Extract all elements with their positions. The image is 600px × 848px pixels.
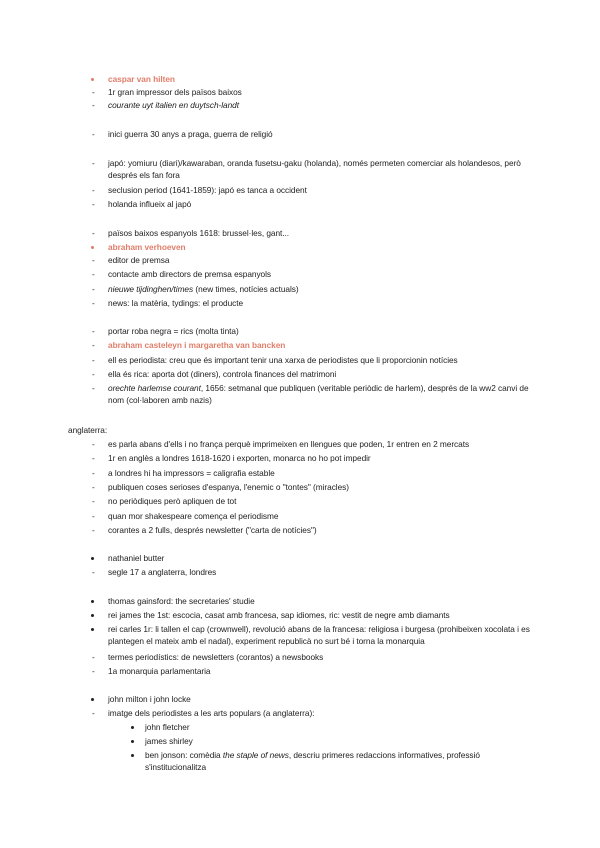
bullet-icon — [91, 614, 94, 617]
list-item: no periòdiques però apliquen de tot — [108, 496, 237, 506]
dash-marker: - — [92, 708, 95, 718]
dash-marker: - — [92, 468, 95, 478]
list-item: nathaniel butter — [108, 553, 165, 563]
list-item: ell es periodista: creu que és important tenir una xarxa de periodistes que li proporcionin notícies — [108, 355, 458, 365]
dash-marker: - — [92, 453, 95, 463]
list-item: editor de premsa — [108, 255, 170, 265]
heading-caspar-van-hilten: caspar van hilten — [108, 74, 175, 84]
bullet-icon — [131, 754, 134, 757]
list-item: seclusion period (1641-1859): japó es tanca a occident — [108, 185, 307, 195]
dash-marker: - — [92, 228, 95, 238]
list-item: 1r gran impressor dels països baixos — [108, 87, 242, 97]
list-item: corantes a 2 fulls, després newsletter ("carta de notícies") — [108, 525, 317, 535]
dash-marker: - — [92, 87, 95, 97]
dash-marker: - — [92, 326, 95, 336]
dash-marker: - — [92, 652, 95, 662]
list-item: james shirley — [145, 736, 193, 746]
list-item: news: la matèria, tydings: el producte — [108, 298, 244, 308]
list-item: rei james the 1st: escocia, casat amb francesa, sap idiomes, ric: vestit de negre amb diamants — [108, 610, 450, 620]
list-item: països baixos espanyols 1618: brussel·les, gant... — [108, 228, 290, 238]
list-item: john fletcher — [145, 722, 190, 732]
bullet-icon — [131, 740, 134, 743]
list-item: termes periodístics: de newsletters (corantos) a newsbooks — [108, 652, 324, 662]
bullet-icon — [91, 557, 94, 560]
dash-marker: - — [92, 129, 95, 139]
list-item: nieuwe tijdinghen/times (new times, notícies actuals) — [108, 284, 299, 294]
dash-marker: - — [92, 355, 95, 365]
dash-marker: - — [92, 567, 95, 577]
dash-marker: - — [92, 369, 95, 379]
dash-marker: - — [92, 298, 95, 308]
dash-marker: - — [92, 383, 95, 393]
dash-marker: - — [92, 666, 95, 676]
dash-marker: - — [92, 340, 95, 350]
dash-marker: - — [92, 199, 95, 209]
bullet-icon — [91, 698, 94, 701]
list-item: 1a monarquia parlamentaria — [108, 666, 211, 676]
list-item: es parla abans d'ells i no frança perquè imprimeixen en llengues que poden, 1r entren en 2 mercats — [108, 439, 470, 449]
dash-marker: - — [92, 185, 95, 195]
list-item: thomas gainsford: the secretaries' studie — [108, 596, 255, 606]
list-item: ben jonson: comèdia the staple of news, descriu primeres redaccions informatives, professió s'institucionalitza — [145, 750, 480, 772]
list-item: a londres hi ha impressors = caligrafia estable — [108, 468, 275, 478]
dash-marker: - — [92, 284, 95, 294]
list-item: john milton i john locke — [108, 694, 191, 704]
bullet-icon — [91, 600, 94, 603]
dash-marker: - — [92, 255, 95, 265]
dash-marker: - — [92, 100, 95, 110]
bullet-icon — [131, 726, 134, 729]
list-item: portar roba negra = rics (molta tinta) — [108, 326, 239, 336]
bullet-icon — [91, 78, 94, 81]
list-item: contacte amb directors de premsa espanyols — [108, 269, 271, 279]
heading-abraham-verhoeven: abraham verhoeven — [108, 242, 186, 252]
list-item: segle 17 a anglaterra, londres — [108, 567, 217, 577]
list-item: imatge dels periodistes a les arts populars (a anglaterra): — [108, 708, 315, 718]
dash-marker: - — [92, 525, 95, 535]
bullet-icon — [91, 628, 94, 631]
list-item: publiquen coses serioses d'espanya, l'enemic o "tontes" (miracles) — [108, 482, 349, 492]
section-label-anglaterra: anglaterra: — [68, 425, 108, 435]
heading-abraham-casteleyn: abraham casteleyn i margaretha van bancken — [108, 340, 286, 350]
list-item: japó: yomiuru (diari)/kawaraban, oranda fusetsu-gaku (holanda), només permeten comerciar als holandesos, però després els fan fora — [108, 158, 521, 180]
bullet-icon — [91, 246, 94, 249]
list-item: rei carles 1r: li tallen el cap (crownwell), revolució abans de la francesa: religiosa i burgesa (prohibeixen xocolata i es plantegen el mateix amb el nadal), experiment republicà no surt bé i torna la monarquia — [108, 624, 530, 646]
dash-marker: - — [92, 439, 95, 449]
dash-marker: - — [92, 496, 95, 506]
dash-marker: - — [92, 511, 95, 521]
list-item: courante uyt italien en duytsch-landt — [108, 100, 239, 110]
dash-marker: - — [92, 158, 95, 168]
list-item: ella és rica: aporta dot (diners), controla finances del matrimoni — [108, 369, 337, 379]
dash-marker: - — [92, 269, 95, 279]
dash-marker: - — [92, 482, 95, 492]
list-item: 1r en anglès a londres 1618-1620 i exporten, monarca no ho pot impedir — [108, 453, 371, 463]
list-item: quan mor shakespeare comença el periodisme — [108, 511, 279, 521]
list-item: holanda influeix al japó — [108, 199, 192, 209]
list-item: inici guerra 30 anys a praga, guerra de religió — [108, 129, 273, 139]
list-item: orechte harlemse courant, 1656: setmanal que publiquen (veritable periòdic de harlem), després de la ww2 canvi de nom (col·laboren amb nazis) — [108, 383, 529, 405]
